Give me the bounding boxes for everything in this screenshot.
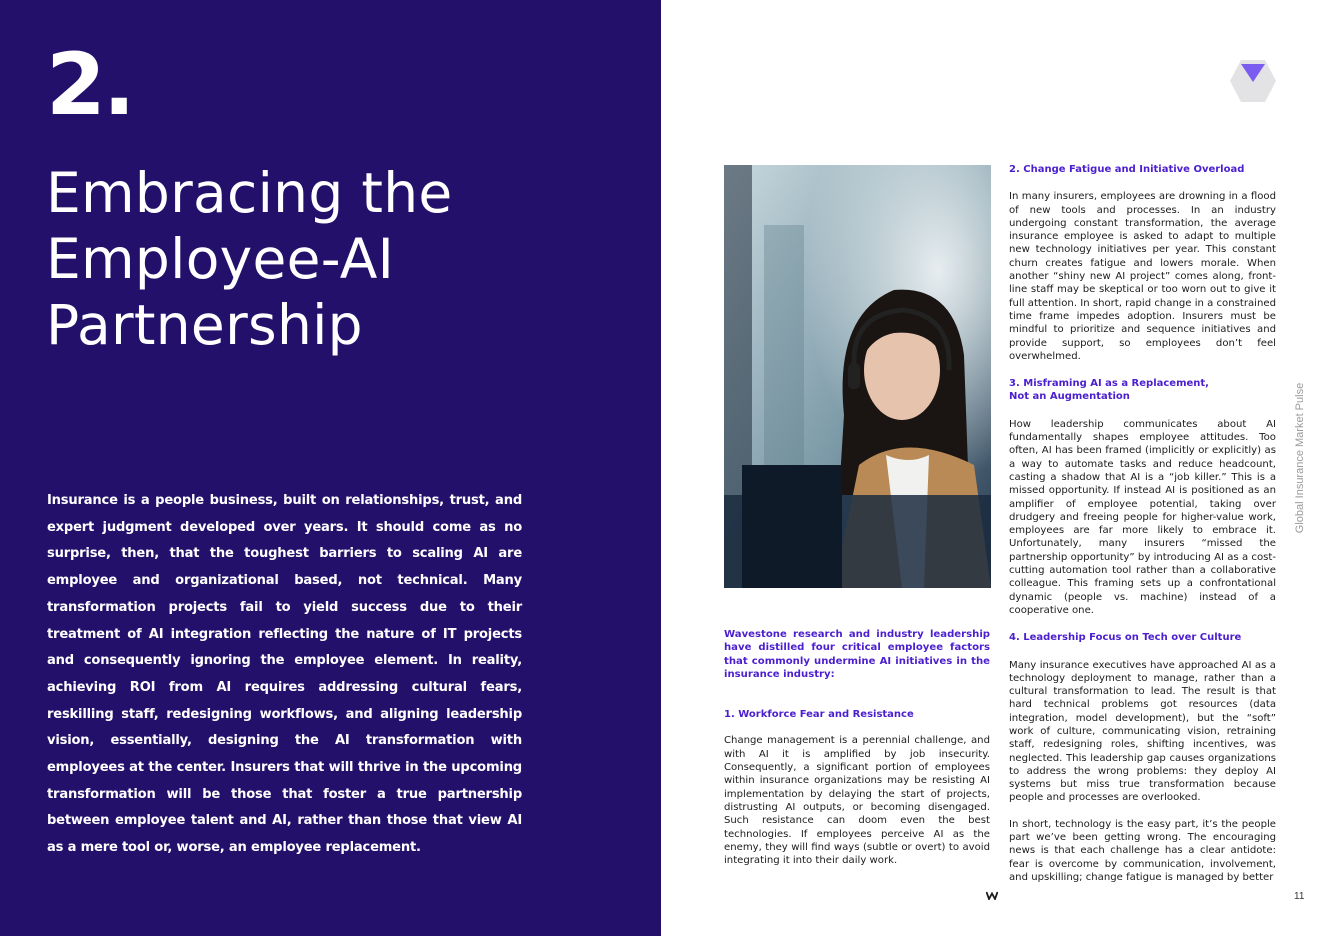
woman-with-headset-photo <box>724 165 991 588</box>
page-headline: Embracing the Employee-AI Partnership <box>46 161 453 357</box>
factor-3-heading-line-1: 3. Misframing AI as a Replacement, <box>1009 378 1209 390</box>
factor-3-paragraph: How leadership communicates about AI fundamentally shapes employee attitudes. Too often, AI has been framed (implicitly or explicitly) as a way to automate tasks and reduce headcount, casting a shadow that AI is a “job killer.” This is a missed opportunity. If instead AI is positioned as an amplifier of employee potential, taking over drudgery and freeing people for higher-value work, employees are far more likely to embrace it. Unfortunately, many insurers “missed the partnership opportunity” by introducing AI as a cost-cutting automation tool rather than a collaborative colleague. This framing sets up a confrontational dynamic (people vs. machine) instead of a cooperative one. <box>1009 418 1276 616</box>
wavestone-w-icon <box>986 891 998 900</box>
summary-paragraph: In short, technology is the easy part, it’s the people part we’ve been getting wrong. The encouraging news is that each challenge has a clear antidote: fear is overcome by communication, involvement, and upskilling; change fatigue is managed by better <box>1009 818 1276 883</box>
section-number: 2. <box>46 35 133 135</box>
factor-2-heading: 2. Change Fatigue and Initiative Overload <box>1009 164 1245 175</box>
factor-4-paragraph: Many insurance executives have approached AI as a technology deployment to manage, rather than a cultural transformation to lead. The result is that hard technical problems got resources (data integration, model development), but the “soft” work of culture, communicating vision, retraining staff, redesigning roles, shifting incentives, was neglected. This leadership gap causes organizations to address the wrong problems: they deploy AI systems but miss true transformation because people and processes are overlooked. <box>1009 659 1276 804</box>
right-text-column <box>1009 163 1276 884</box>
factor-3-heading-line-2: Not an Augmentation <box>1009 391 1130 403</box>
left-text-column <box>724 628 990 867</box>
factor-3-heading <box>1009 377 1276 404</box>
factor-2-paragraph: In many insurers, employees are drowning in a flood of new tools and processes. In an industry undergoing constant transformation, the average insurance employee is asked to adapt to multiple new technology initiatives per year. This constant churn creates fatigue and lowers morale. When another “shiny new AI project” comes along, front-line staff may be skeptical or too worn out to give it full attention. In short, rapid change in a constrained time frame impedes adoption. Insurers must be mindful to prioritize and sequence initiatives and provide support, so employees don’t feel overwhelmed. <box>1009 191 1276 362</box>
page-number: 11 <box>1294 891 1305 902</box>
factor-1-heading: 1. Workforce Fear and Resistance <box>724 709 914 721</box>
publication-side-label: Global Insurance Market Pulse <box>1294 382 1306 534</box>
cover-panel <box>0 0 661 936</box>
intro-paragraph: Insurance is a people business, built on relationships, trust, and expert judgment developed over years. It should come as no surprise, then, that the toughest barriers to scaling AI are employee and organizational based, not technical. Many transformation projects fail to yield success due to their treatment of AI integration reflecting the nature of IT projects and consequently ignoring the employee element. In reality, achieving ROI from AI requires addressing cultural fears, reskilling staff, redesigning workflows, and aligning leadership vision, essentially, designing the AI transformation with employees at the center. Insurers that will thrive in the upcoming transformation will be those that foster a true partnership between employee talent and AI, rather than those that view AI as a mere tool or, worse, an employee replacement. <box>47 493 522 856</box>
factor-1-paragraph: Change management is a perennial challenge, and with AI it is amplified by job insecurity. Consequently, a significant portion of employees within insurance organizations may be resisting AI implementation by delaying the start of projects, distrusting AI outputs, or becoming disengaged. Such resistance can doom even the best technologies. If employees perceive AI as the enemy, they will find ways (subtle or overt) to avoid integrating it into their daily work. <box>724 735 990 867</box>
factor-4-heading: 4. Leadership Focus on Tech over Culture <box>1009 632 1242 644</box>
factors-lead-paragraph: Wavestone research and industry leadership have distilled four critical employee factors that commonly undermine AI initiatives in the insurance industry: <box>724 629 990 680</box>
hexagon-triangle-logo-icon <box>1229 59 1277 103</box>
